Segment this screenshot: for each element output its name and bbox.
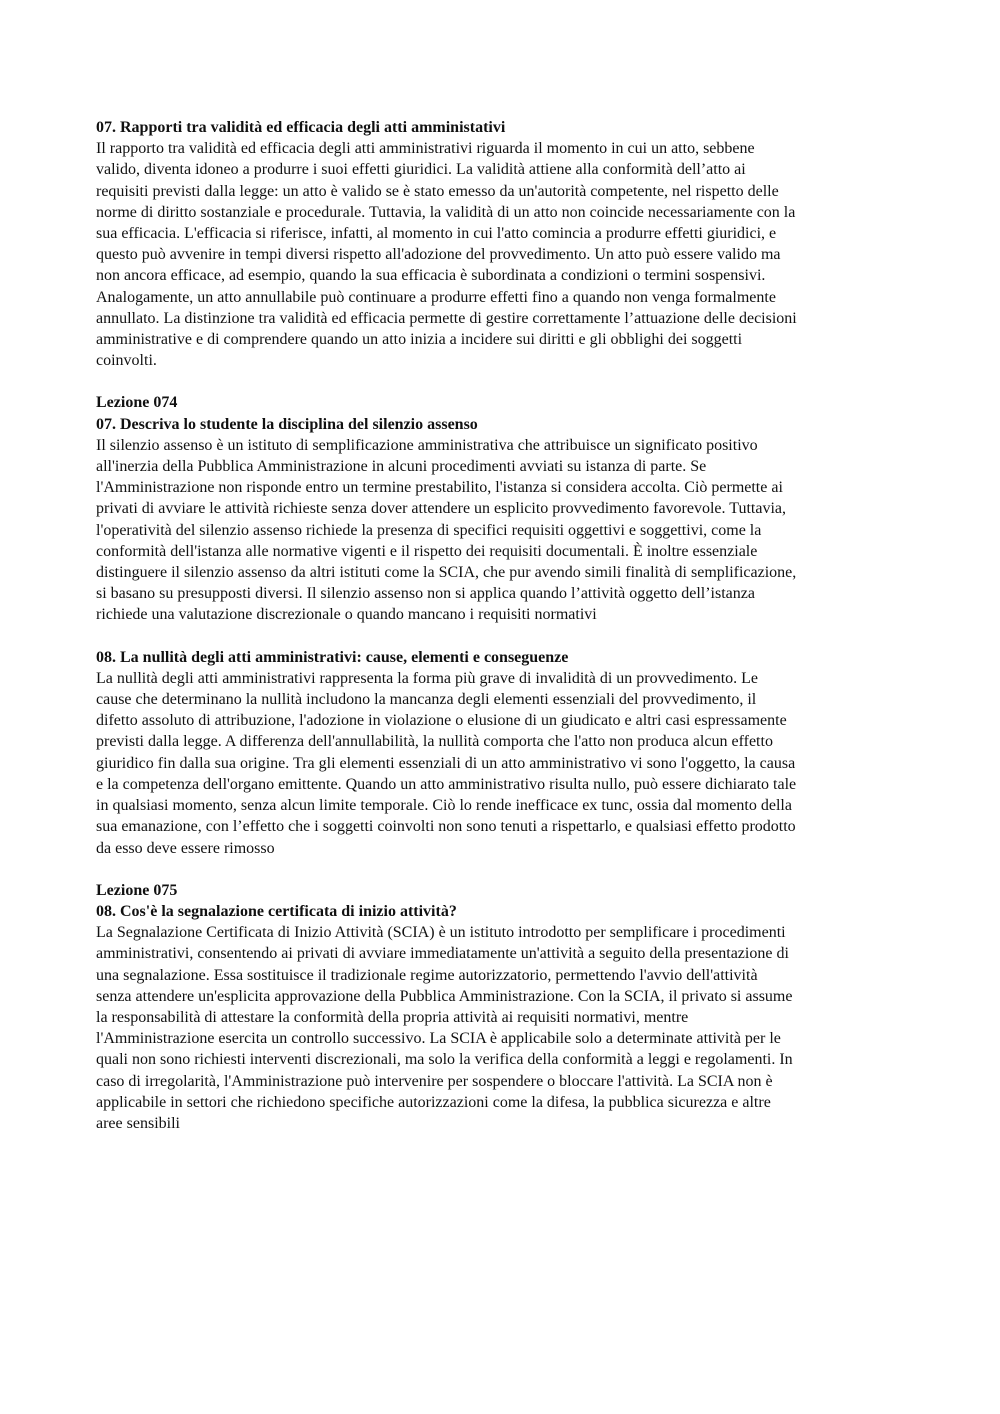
paragraph-line: valido, diventa idoneo a produrre i suoi effetti giuridici. La validità attiene alla conformità dell’atto ai xyxy=(96,161,746,179)
paragraph-line: distinguere il silenzio assenso da altri istituti come la SCIA, che pur avendo simili finalità di semplificazione, xyxy=(96,564,797,582)
paragraph-line: amministrativi, consentendo ai privati di avviare immediatamente un'attività a seguito della presentazione di xyxy=(96,945,789,963)
paragraph-line: l'Amministrazione esercita un controllo successivo. La SCIA è applicabile solo a determinate attività per le xyxy=(96,1030,781,1048)
paragraph-line: privati di avviare le attività richieste senza dover attendere un esplicito provvedimento favorevole. Tuttavia, xyxy=(96,500,786,518)
paragraph-line: l'operatività del silenzio assenso richiede la presenza di specifici requisiti oggettivi e soggettivi, come la xyxy=(96,521,762,539)
paragraph-line: previsti dalla legge. A differenza dell'annullabilità, la nullità comporta che l'atto non produca alcun effetto xyxy=(96,733,773,751)
document-section xyxy=(96,880,908,1134)
paragraph-line: quali non sono richiesti interventi discrezionali, ma solo la verifica della conformità a leggi e regolamenti. In xyxy=(96,1051,793,1069)
paragraph-line: caso di irregolarità, l'Amministrazione può intervenire per sospendere o bloccare l'attività. La SCIA non è xyxy=(96,1072,773,1090)
section-heading: 07. Descriva lo studente la disciplina del silenzio assenso xyxy=(96,415,478,433)
section-paragraph xyxy=(96,668,908,859)
paragraph-line: e la competenza dell'organo emittente. Quando un atto amministrativo risulta nullo, può essere dichiarato tale xyxy=(96,775,797,793)
paragraph-line: all'inerzia della Pubblica Amministrazione in alcuni procedimenti avviati su istanza di parte. Se xyxy=(96,458,707,476)
paragraph-line: l'Amministrazione non risponde entro un termine prestabilito, l'istanza si considera accolta. Ciò permette ai xyxy=(96,479,783,497)
section-paragraph xyxy=(96,922,908,1134)
paragraph-line: Il rapporto tra validità ed efficacia degli atti amministrativi riguarda il momento in cui un atto, sebbene xyxy=(96,140,755,158)
paragraph-line: richiede una valutazione discrezionale o quando mancano i requisiti normativi xyxy=(96,606,597,624)
paragraph-line: difetto assoluto di attribuzione, l'adozione in violazione o elusione di un giudicato e altri casi espressamente xyxy=(96,712,787,730)
paragraph-line: annullato. La distinzione tra validità ed efficacia permette di gestire correttamente l’attuazione delle decisioni xyxy=(96,309,797,327)
paragraph-line: aree sensibili xyxy=(96,1114,180,1132)
paragraph-line: applicabile in settori che richiedono specifiche autorizzazioni come la difesa, la pubblica sicurezza e altre xyxy=(96,1093,771,1111)
section-heading: 08. La nullità degli atti amministrativi: cause, elementi e conseguenze xyxy=(96,648,569,666)
section-paragraph xyxy=(96,138,908,371)
paragraph-line: conformità dell'istanza alle normative vigenti e il rispetto dei requisiti documentali. È inoltre essenziale xyxy=(96,542,758,560)
section-paragraph xyxy=(96,435,908,626)
paragraph-line: si basano su presupposti diversi. Il silenzio assenso non si applica quando l’attività oggetto dell’istanza xyxy=(96,585,755,603)
lesson-label: Lezione 075 xyxy=(96,881,178,899)
paragraph-line: requisiti previsti dalla legge: un atto è valido se è stato emesso da un'autorità competente, nel rispetto delle xyxy=(96,182,779,200)
paragraph-line: in qualsiasi momento, senza alcun limite temporale. Ciò lo rende inefficace ex tunc, ossia dal momento della xyxy=(96,797,792,815)
paragraph-line: non ancora efficace, ad esempio, quando la sua efficacia è subordinata a condizioni o termini sospensivi. xyxy=(96,267,766,285)
section-heading: 07. Rapporti tra validità ed efficacia degli atti amministativi xyxy=(96,119,506,136)
paragraph-line: La nullità degli atti amministrativi rappresenta la forma più grave di invalidità di un provvedimento. Le xyxy=(96,669,759,687)
section-heading: 08. Cos'è la segnalazione certificata di inizio attività? xyxy=(96,902,457,920)
document-section xyxy=(96,392,908,625)
document-section xyxy=(96,117,908,371)
paragraph-line: sua efficacia. L'efficacia si riferisce, infatti, al momento in cui l'atto comincia a produrre effetti giuridici, e xyxy=(96,225,777,243)
paragraph-line: cause che determinano la nullità includono la mancanza degli elementi essenziali del provvedimento, il xyxy=(96,691,757,709)
paragraph-line: da esso deve essere rimosso xyxy=(96,839,275,857)
paragraph-line: La Segnalazione Certificata di Inizio Attività (SCIA) è un istituto introdotto per semplificare i procedimenti xyxy=(96,924,786,942)
paragraph-line: la responsabilità di attestare la conformità della propria attività ai requisiti normativi, mentre xyxy=(96,1008,689,1026)
paragraph-line: giuridico fin dalla sua origine. Tra gli elementi essenziali di un atto amministrativo vi sono l'oggetto, la causa xyxy=(96,754,796,772)
paragraph-line: questo può avvenire in tempi diversi rispetto all'adozione del provvedimento. Un atto può essere valido ma xyxy=(96,246,781,264)
document-section xyxy=(96,647,908,859)
document-page xyxy=(96,117,908,1155)
paragraph-line: coinvolti. xyxy=(96,352,157,370)
paragraph-line: sua emanazione, con l’effetto che i soggetti coinvolti non sono tenuti a rispettarlo, e qualsiasi effetto prodotto xyxy=(96,818,796,836)
paragraph-line: senza attendere un'esplicita approvazione della Pubblica Amministrazione. Con la SCIA, il privato si assume xyxy=(96,987,793,1005)
paragraph-line: Il silenzio assenso è un istituto di semplificazione amministrativa che attribuisce un significato positivo xyxy=(96,436,758,454)
paragraph-line: amministrative e di comprendere quando un atto inizia a incidere sui diritti e gli obblighi dei soggetti xyxy=(96,331,743,349)
lesson-label: Lezione 074 xyxy=(96,394,178,412)
paragraph-line: norme di diritto sostanziale e procedurale. Tuttavia, la validità di un atto non coincide necessariamente con la xyxy=(96,203,796,221)
paragraph-line: una segnalazione. Essa sostituisce il tradizionale regime autorizzatorio, permettendo l'avvio dell'attività xyxy=(96,966,758,984)
paragraph-line: Analogamente, un atto annullabile può continuare a produrre effetti fino a quando non venga formalmente xyxy=(96,288,776,306)
